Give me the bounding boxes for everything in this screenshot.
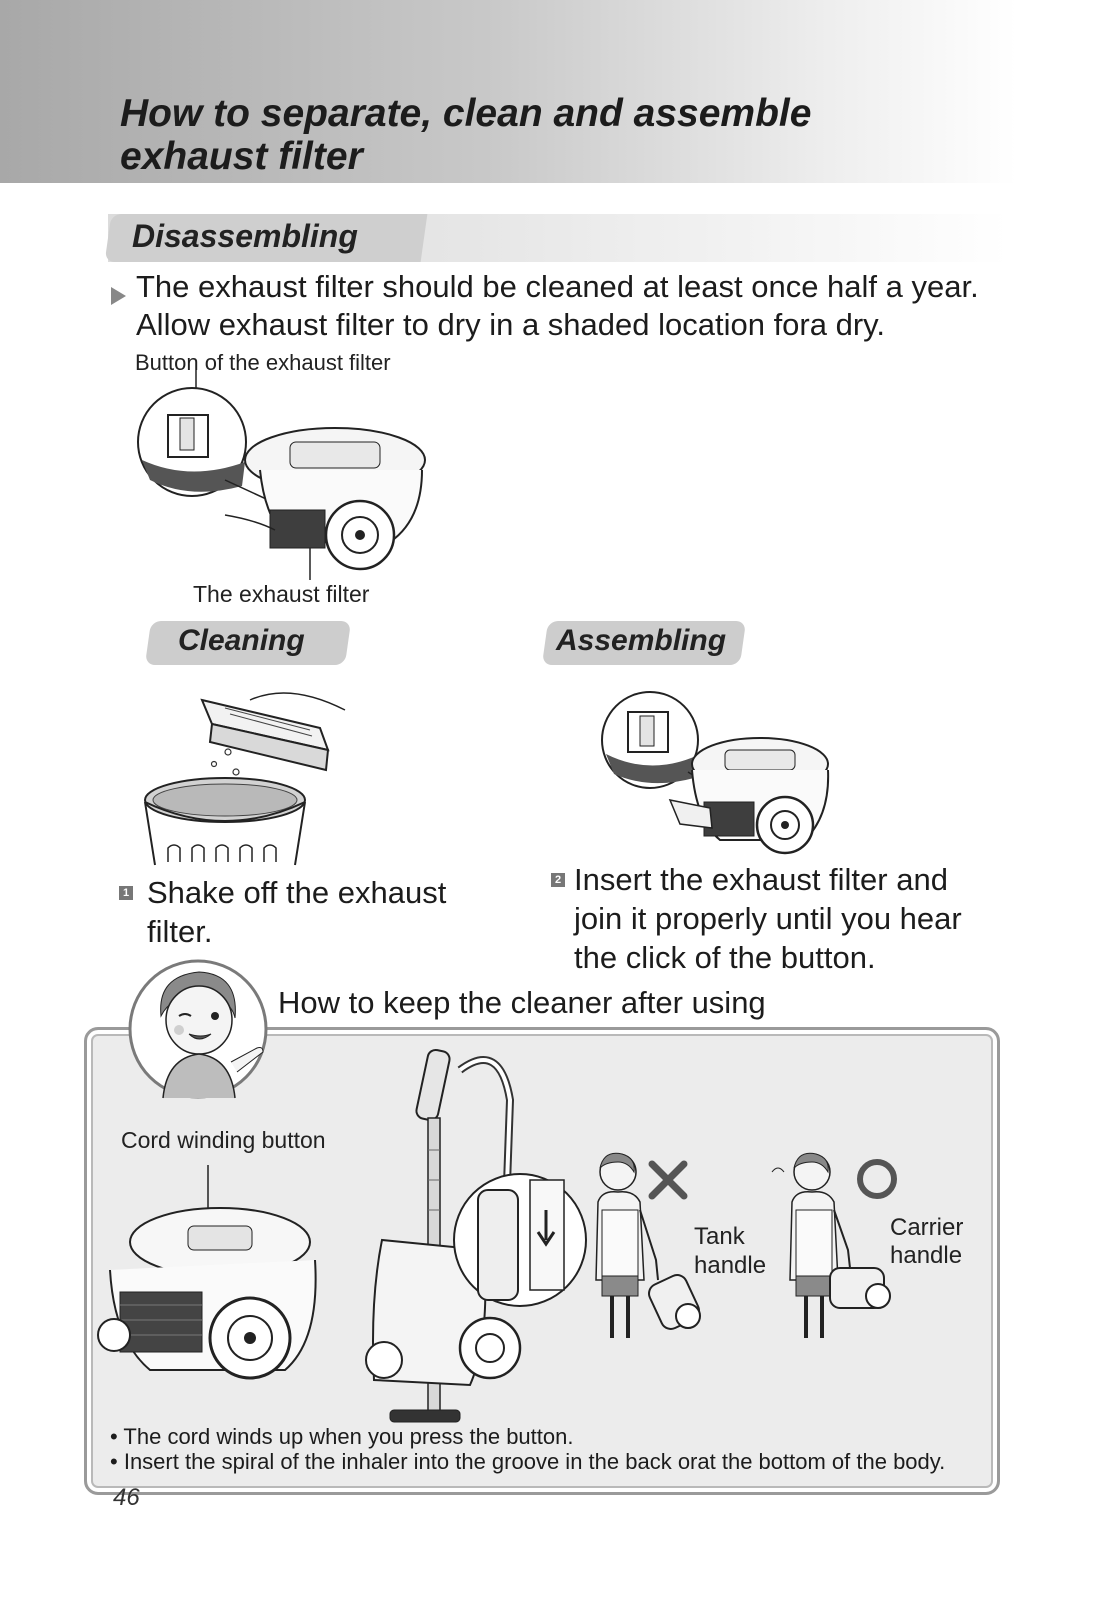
cross-mark-icon xyxy=(648,1160,688,1200)
label-exhaust-filter: The exhaust filter xyxy=(193,581,370,607)
tank-handle-label-line2: handle xyxy=(694,1252,767,1279)
mascot-avatar xyxy=(127,958,269,1100)
note-1-text: The cord winds up when you press the button. xyxy=(123,1424,574,1449)
page-title-line1: How to separate, clean and assemble xyxy=(120,92,812,135)
step-1-number: 1 xyxy=(119,886,133,900)
note-2 xyxy=(110,1449,945,1475)
assembling-step-line3: the click of the button. xyxy=(574,940,876,975)
assembling-illustration xyxy=(600,690,835,860)
bullet-triangle-icon xyxy=(111,287,126,305)
label-button-of-exhaust-filter: Button of the exhaust filter xyxy=(135,350,391,375)
tank-handle-label-line1: Tank xyxy=(694,1223,745,1250)
cleaning-step-line1: Shake off the exhaust xyxy=(147,875,447,910)
assembling-step-line1: Insert the exhaust filter and xyxy=(574,862,948,897)
tank-handle-label xyxy=(694,1222,766,1280)
keep-cleaner-heading: How to keep the cleaner after using xyxy=(278,985,766,1020)
disassembling-heading: Disassembling xyxy=(132,218,358,254)
note-2-text: Insert the spiral of the inhaler into the groove in the back orat the bottom of the body. xyxy=(123,1449,946,1474)
bullet-dot-icon: • xyxy=(110,1449,118,1474)
cord-winding-illustration xyxy=(100,1160,330,1385)
wrong-carry-illustration xyxy=(582,1150,712,1355)
page-title-line2: exhaust filter xyxy=(120,135,363,178)
bullet-dot-icon: • xyxy=(110,1424,118,1449)
disassembling-text-line1: The exhaust filter should be cleaned at least once half a year. xyxy=(136,269,979,304)
circle-mark-icon xyxy=(856,1158,898,1200)
cleaning-illustration xyxy=(140,680,360,865)
carrier-handle-label-line2: handle xyxy=(890,1242,963,1269)
note-1 xyxy=(110,1424,573,1450)
label-cord-winding-button: Cord winding button xyxy=(121,1127,326,1153)
step-2-number: 2 xyxy=(551,873,565,887)
cleaning-heading: Cleaning xyxy=(178,624,305,657)
assembling-step-line2: join it properly until you hear xyxy=(574,901,962,936)
disassembling-illustration xyxy=(130,370,440,585)
cleaning-step-line2: filter. xyxy=(147,914,213,949)
page-title xyxy=(120,92,1060,178)
page-number: 46 xyxy=(113,1484,140,1511)
assembling-heading: Assembling xyxy=(556,624,727,657)
upright-storage-illustration xyxy=(360,1040,590,1430)
carrier-handle-label xyxy=(890,1214,963,1270)
carrier-handle-label-line1: Carrier xyxy=(890,1214,964,1241)
disassembling-text-line2: Allow exhaust filter to dry in a shaded location fora dry. xyxy=(136,307,885,342)
